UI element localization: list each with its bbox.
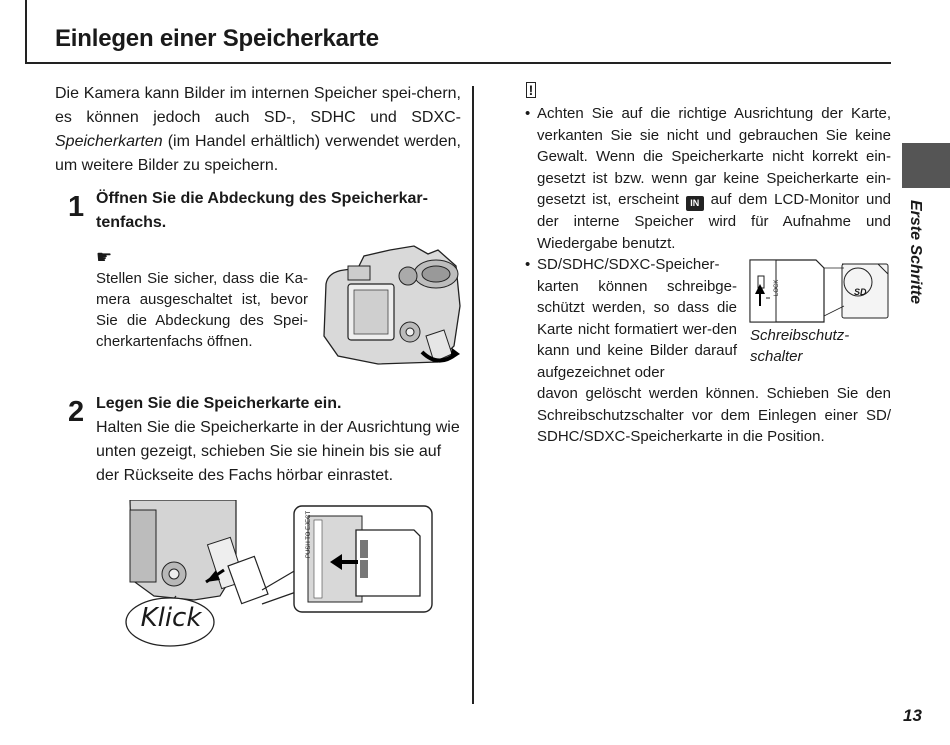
- title-bar-accent: [25, 0, 27, 63]
- sd-card-lock-illustration: [746, 256, 892, 324]
- internal-memory-icon: IN: [686, 196, 704, 211]
- click-callout: Klick: [140, 603, 202, 633]
- intro-text-2: (im Handel erhältlich) verwendet werden, um weitere Bilder zu speichern.: [55, 133, 461, 174]
- caution-icon: !: [526, 82, 536, 98]
- step-1-title: Öffnen Sie die Abdeckung des Speicherkar-tenfachs.: [96, 190, 428, 231]
- step-2-number: 2: [68, 396, 85, 428]
- caution-bullet-1-text-a: Achten Sie auf die richtige Ausrichtung der Karte, verkanten Sie sie nicht und gebrauchen Sie keine Gewalt. Wenn die Speicherkarte nicht korrekt ein-gesetzt ist bzw. wenn gar keine Speicherkarte ein-gesetzt ist, erscheint: [537, 105, 891, 208]
- step-2-text: Halten Sie die Speicherkarte in der Ausrichtung wie unten gezeigt, schieben Sie sie hinein bis sie auf der Rückseite des Fachs hörbar einrastet.: [96, 419, 460, 484]
- page-number: 13: [903, 706, 922, 725]
- column-divider: [472, 86, 474, 704]
- caution-bullet-2: • SD/SDHC/SDXC-Speicher-karten können schreibge-schützt werden, so dass die Karte nicht formatiert wer-den kann und keine Bilder darauf aufgezeichnet oder davon gelöscht werden können. Schieben Sie den Schreibschutzschalter vor dem Einlegen einer SD/ SDHC/SDXC-Speicherkarte in die Position.: [525, 254, 891, 448]
- page-title: Einlegen einer Speicherkarte: [55, 25, 379, 52]
- caution-bullet-2-rest: davon gelöscht werden können. Schieben Sie den Schreibschutzschalter vor dem Einlegen einer SD/ SDHC/SDXC-Speicherkarte in die Position.: [537, 385, 891, 445]
- intro-text-1: Die Kamera kann Bilder im internen Speicher spei-chern, es können jedoch auch SD-, SDHC und SDXC-: [55, 85, 461, 126]
- camera-open-cover-illustration: [318, 236, 466, 370]
- step-1-note: Stellen Sie sicher, dass die Ka-mera ausgeschaltet ist, bevor Sie die Abdeckung des Spei-cherkartenfachs öffnen.: [96, 270, 308, 350]
- intro-italic: Speicherkarten: [55, 133, 163, 150]
- sd-logo: SD: [854, 287, 867, 297]
- lock-label: LOCK: [774, 279, 780, 296]
- write-protect-caption: Schreibschutz-schalter: [750, 327, 850, 365]
- step-1-number: 1: [68, 191, 85, 223]
- caution-bullet-1: • Achten Sie auf die richtige Ausrichtung der Karte, verkanten Sie sie nicht und gebrauchen Sie keine Gewalt. Wenn die Speicherkarte nicht korrekt ein-gesetzt ist bzw. wenn gar keine Speicherkarte ein-gesetzt ist, erscheint IN auf dem LCD-Monitor und der interne Speicher wird für Aufnahme und Wiedergabe benutzt.: [525, 105, 891, 252]
- section-tab: [902, 143, 950, 188]
- title-rule: [25, 62, 891, 64]
- pointing-hand-icon: ☛: [96, 247, 113, 267]
- caution-bullet-1-text-b: auf dem LCD-Monitor und der interne Speicher wird für Aufnahme und Wiedergabe benutzt.: [537, 191, 891, 252]
- intro-paragraph: [55, 82, 461, 178]
- caution-bullet-2-wrapped: SD/SDHC/SDXC-Speicher-karten können schreibge-schützt werden, so dass die Karte nicht formatiert wer-den kann und keine Bilder darauf aufgezeichnet oder: [537, 256, 737, 381]
- slot-label: PUSH TO EJECT: [306, 510, 312, 558]
- step-2-title: Legen Sie die Speicherkarte ein.: [96, 395, 342, 412]
- section-label: Erste Schritte: [907, 200, 924, 305]
